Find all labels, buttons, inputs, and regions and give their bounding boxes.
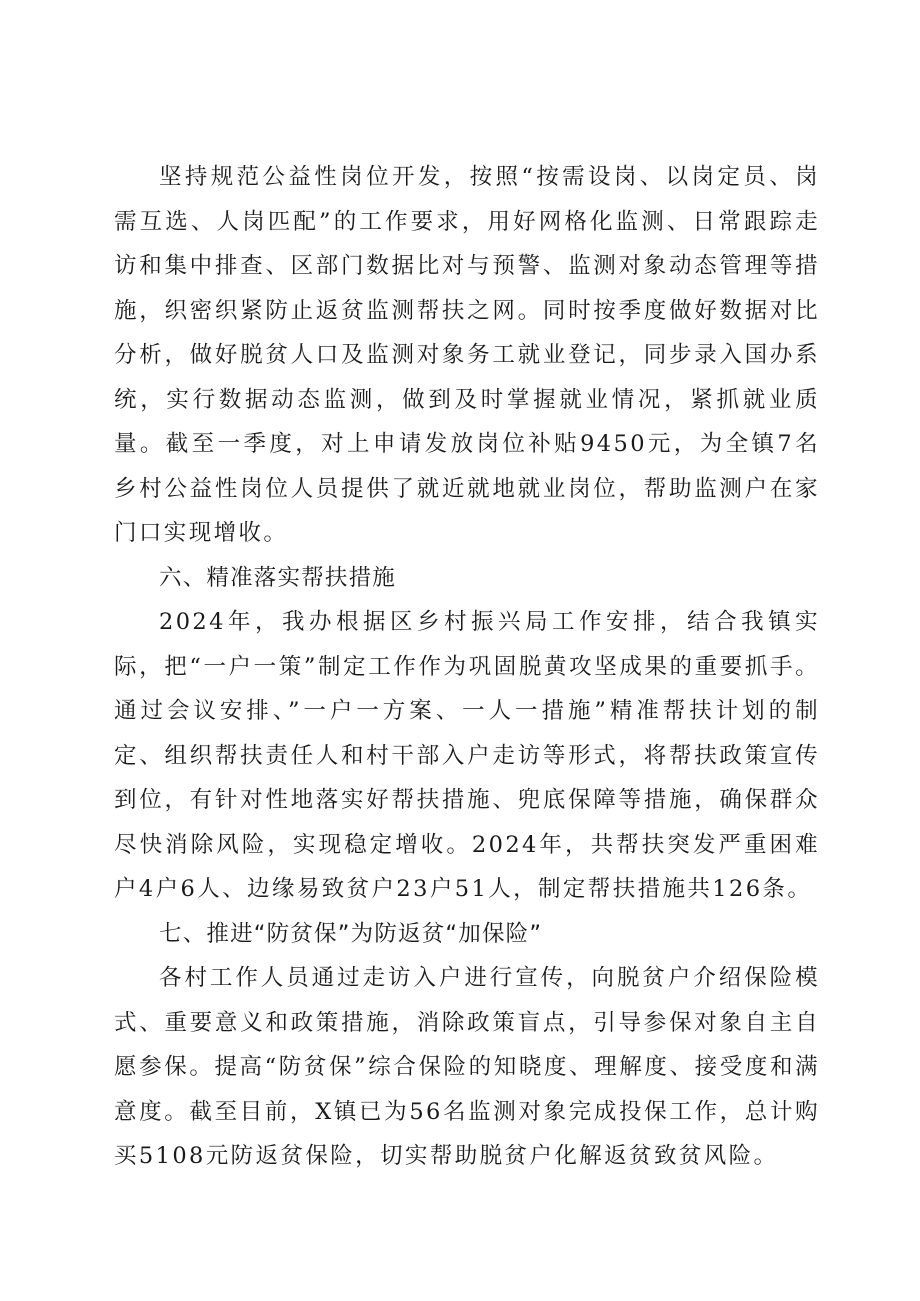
section-heading-six: 六、精准落实帮扶措施 bbox=[159, 564, 397, 591]
paragraph-assistance-measures: 2024年，我办根据区乡村振兴局工作安排，结合我镇实际，把“一户一策”制定工作作为巩固脱黄攻坚成果的重要抓手。通过会议安排、”一户一方案、一人一措施”精准帮扶计划的制定、组织帮扶责任人和村干部入户走访等形式，将帮扶政策宣传到位，有针对性地落实好帮扶措施、兜底保障等措施，确保群众尽快消除风险，实现稳定增收。2024年，共帮扶突发严重困难户4户6人、边缘易致贫户23户51人，制定帮扶措施共126条。 bbox=[114, 609, 820, 902]
paragraph-public-welfare-posts: 坚持规范公益性岗位开发，按照“按需设岗、以岗定员、岗需互选、人岗匹配”的工作要求，用好网格化监测、日常跟踪走访和集中排查、区部门数据比对与预警、监测对象动态管理等措施，织密织紧防止返贫监测帮扶之网。同时按季度做好数据对比分析，做好脱贫人口及监测对象务工就业登记，同步录入国办系统，实行数据动态监测，做到及时掌握就业情况，紧抓就业质量。截至一季度，对上申请发放岗位补贴9450元，为全镇7名乡村公益性岗位人员提供了就近就地就业岗位，帮助监测户在家门口实现增收。 bbox=[114, 164, 820, 546]
section-heading-seven: 七、推进“防贫保”为防返贫“加保险” bbox=[159, 920, 543, 947]
paragraph-poverty-insurance: 各村工作人员通过走访入户进行宣传，向脱贫户介绍保险模式、重要意义和政策措施，消除政策盲点，引导参保对象自主自愿参保。提高“防贫保”综合保险的知晓度、理解度、接受度和满意度。截至目前，X镇已为56名监测对象完成投保工作，总计购买5108元防返贫保险，切实帮助脱贫户化解返贫致贫风险。 bbox=[114, 965, 820, 1169]
document-page bbox=[114, 155, 820, 1179]
